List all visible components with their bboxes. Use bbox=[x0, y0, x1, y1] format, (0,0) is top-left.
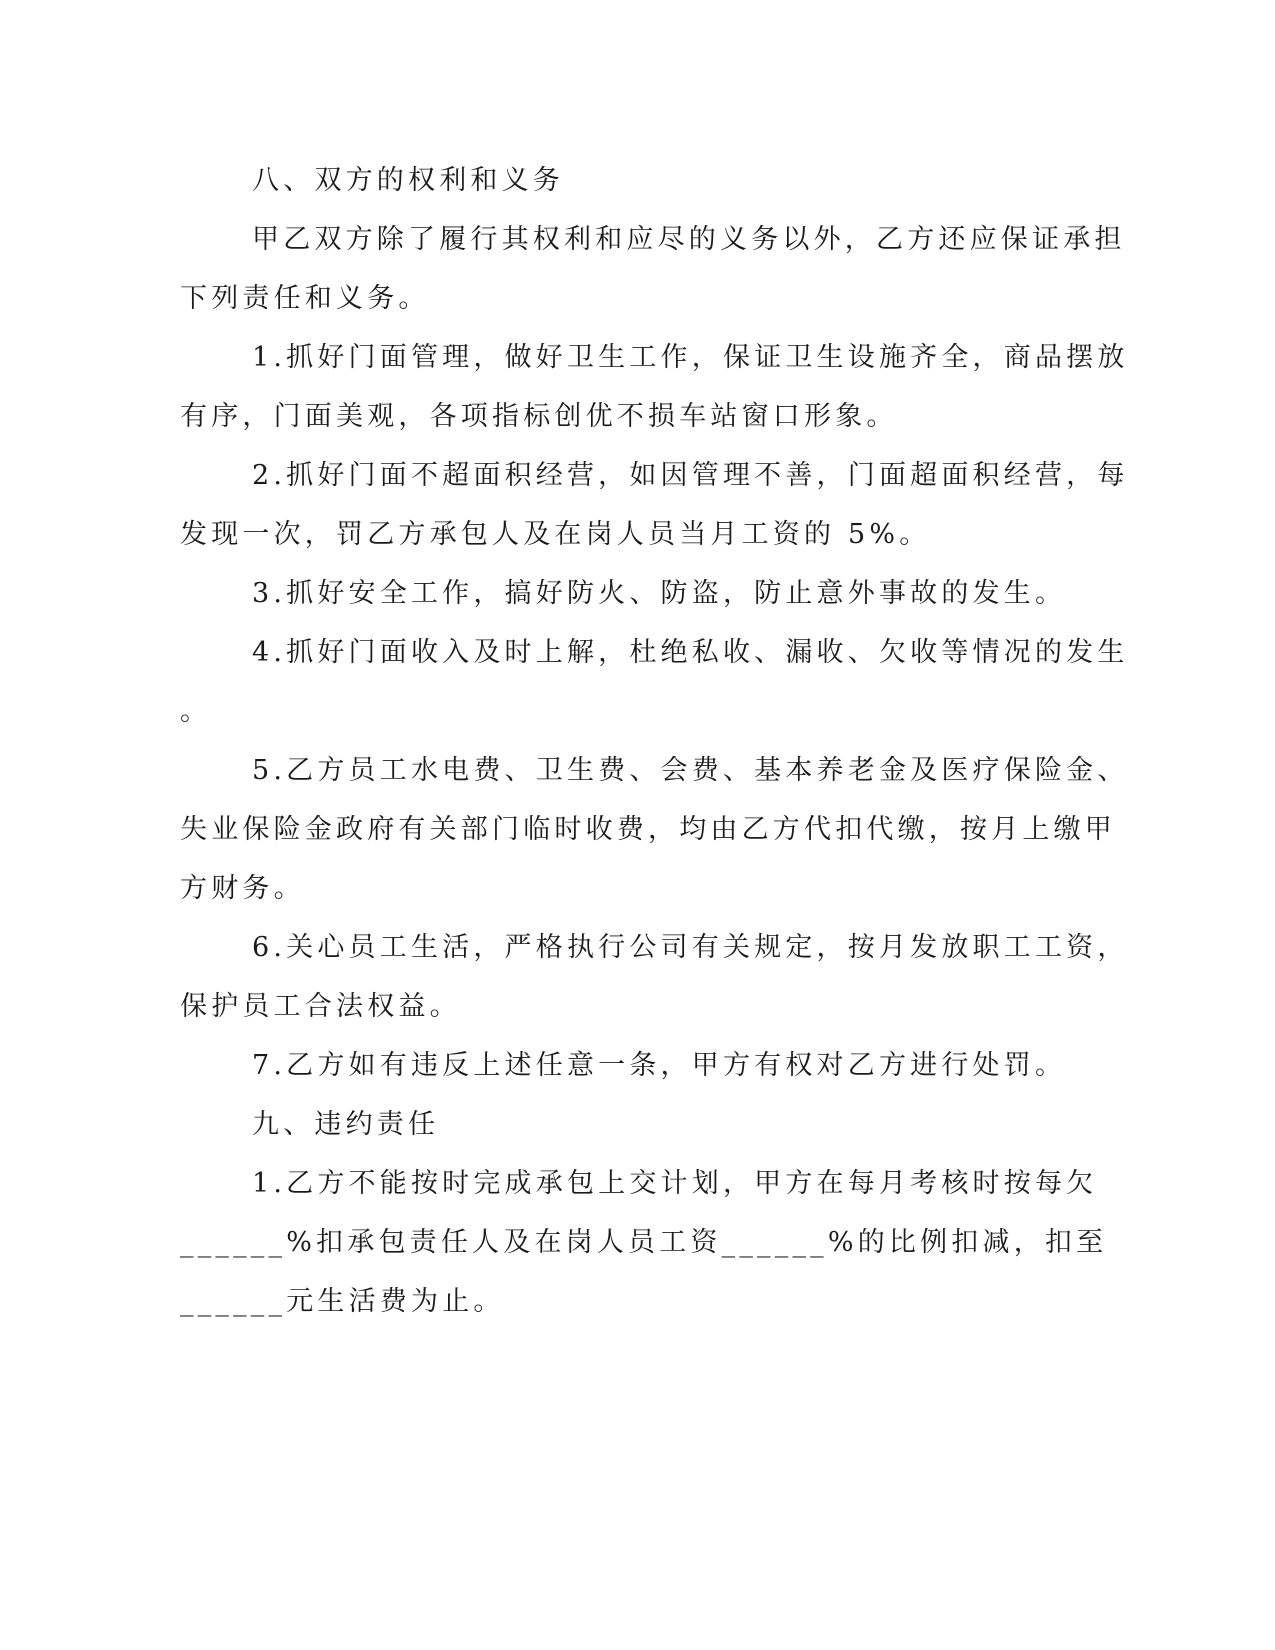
paragraph-line: 1.抓好门面管理，做好卫生工作，保证卫生设施齐全，商品摆放 bbox=[252, 342, 1129, 373]
paragraph-line: 方财务。 bbox=[180, 873, 305, 904]
paragraph-line: ______%扣承包责任人及在岗人员工资______%的比例扣减，扣至 bbox=[180, 1227, 1108, 1258]
paragraph-line: 4.抓好门面收入及时上解，杜绝私收、漏收、欠收等情况的发生 bbox=[252, 637, 1129, 668]
paragraph-line: 发现一次，罚乙方承包人及在岗人员当月工资的 5%。 bbox=[180, 519, 931, 550]
paragraph-line: 7.乙方如有违反上述任意一条，甲方有权对乙方进行处罚。 bbox=[252, 1050, 1067, 1081]
paragraph-line: ______元生活费为止。 bbox=[180, 1286, 505, 1317]
paragraph-line: 3.抓好安全工作，搞好防火、防盗，防止意外事故的发生。 bbox=[252, 578, 1067, 609]
paragraph-line: 有序，门面美观，各项指标创优不损车站窗口形象。 bbox=[180, 401, 898, 432]
paragraph-line: 6.关心员工生活，严格执行公司有关规定，按月发放职工工资， bbox=[252, 932, 1129, 963]
paragraph-line: 下列责任和义务。 bbox=[180, 283, 430, 314]
paragraph-line: 失业保险金政府有关部门临时收费，均由乙方代扣代缴，按月上缴甲 bbox=[180, 814, 1116, 845]
paragraph-line: 2.抓好门面不超面积经营，如因管理不善，门面超面积经营，每 bbox=[252, 460, 1129, 491]
section-heading-9: 九、违约责任 bbox=[252, 1109, 440, 1140]
paragraph-line: 保护员工合法权益。 bbox=[180, 991, 461, 1022]
paragraph-line: 1.乙方不能按时完成承包上交计划，甲方在每月考核时按每欠 bbox=[252, 1168, 1098, 1199]
paragraph-line: 5.乙方员工水电费、卫生费、会费、基本养老金及医疗保险金、 bbox=[252, 755, 1129, 786]
section-heading-8: 八、双方的权利和义务 bbox=[252, 165, 564, 196]
paragraph-line: 。 bbox=[180, 696, 212, 727]
paragraph-line: 甲乙双方除了履行其权利和应尽的义务以外，乙方还应保证承担 bbox=[252, 224, 1126, 255]
